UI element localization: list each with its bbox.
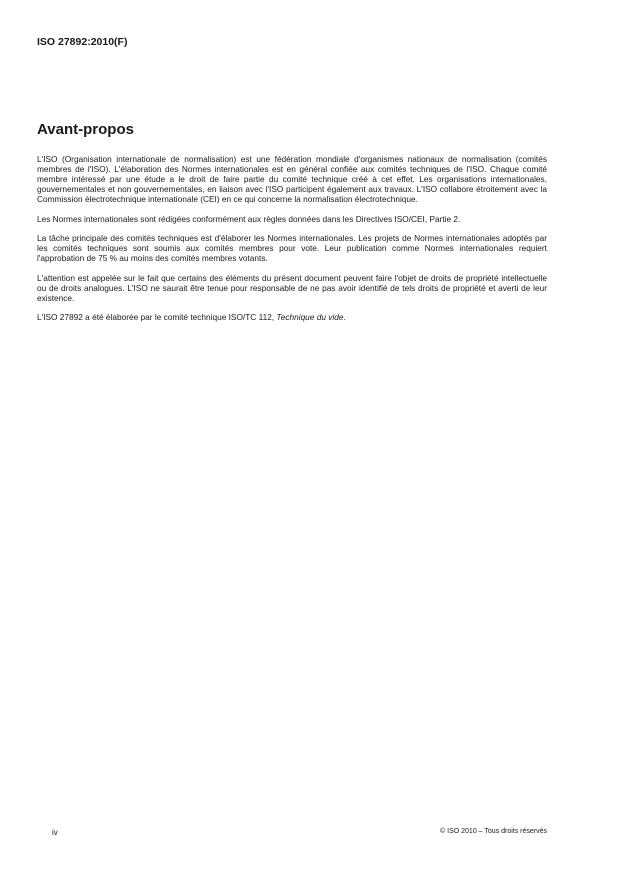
paragraph-5 [37, 312, 547, 322]
paragraph-4: L'attention est appelée sur le fait que certains des éléments du présent document peuvent faire l'objet de droits de propriété intellectuelle ou de droits analogues. L'ISO ne saurait être tenue pour responsable de ne pas avoir identifié de tels droits de propriété et averti de leur existence. [37, 272, 547, 303]
page-number: iv [52, 828, 58, 837]
committee-title: Technique du vide [276, 312, 344, 322]
paragraph-1: L'ISO (Organisation internationale de normalisation) est une fédération mondiale d'organismes nationaux de normalisation (comités membres de l'ISO). L'élaboration des Normes internationales est en général confiée aux comités techniques de l'ISO. Chaque comité membre intéressé par une étude a le droit de faire partie du comité technique créé à cet effet. Les organisations internationales, gouvernementales et non gouvernementales, en liaison avec l'ISO participent également aux travaux. L'ISO collabore étroitement avec la Commission électrotechnique internationale (CEI) en ce qui concerne la normalisation électrotechnique. [37, 154, 547, 204]
foreword-body [37, 154, 547, 332]
paragraph-5-prefix: L'ISO 27892 a été élaborée par le comité technique ISO/TC 112, [37, 312, 277, 322]
paragraph-5-suffix: . [343, 312, 346, 322]
paragraph-3: La tâche principale des comités techniques est d'élaborer les Normes internationales. Les projets de Normes internationales adoptés par les comités techniques sont soumis aux comités membres pour vote. Leur publication comme Normes internationales requiert l'approbation de 75 % au moins des comités membres votants. [37, 233, 547, 263]
document-id-header: ISO 27892:2010(F) [37, 36, 128, 48]
section-title: Avant-propos [37, 121, 134, 138]
paragraph-2: Les Normes internationales sont rédigées conformément aux règles données dans les Directives ISO/CEI, Partie 2. [37, 213, 461, 224]
copyright-notice: © ISO 2010 – Tous droits réservés [440, 828, 547, 835]
